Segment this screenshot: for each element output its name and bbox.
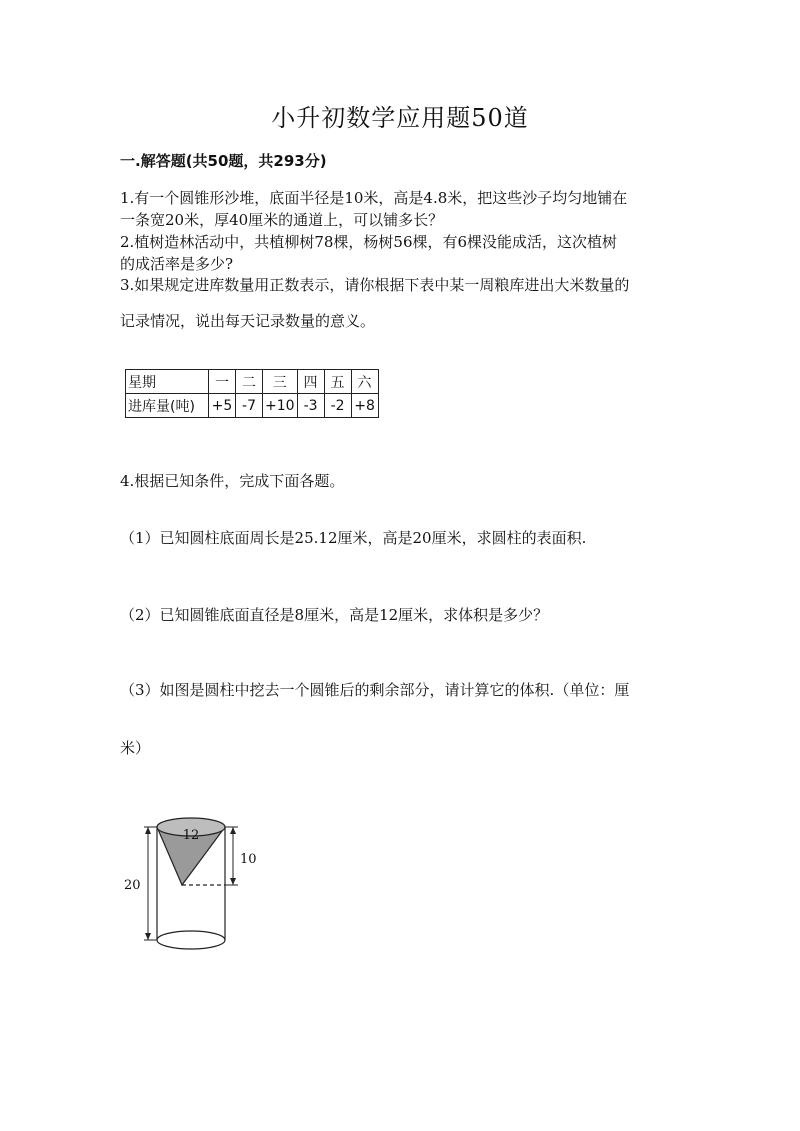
cone-height-label: 10 — [240, 852, 257, 867]
table-day-cell: 三 — [263, 370, 298, 394]
cylinder-bottom-ellipse — [157, 931, 225, 949]
table-day-cell: 一 — [209, 370, 236, 394]
table-day-cell: 六 — [351, 370, 378, 394]
table-day-cell: 五 — [324, 370, 351, 394]
table-day-cell: 四 — [297, 370, 324, 394]
table-value-row — [126, 394, 379, 418]
table-header-label: 星期 — [126, 370, 209, 394]
cylinder-cone-figure — [120, 810, 270, 960]
question-2-line-1: 2.植树造林活动中，共植柳树78棵，杨树56棵，有6棵没能成活，这次植树 — [120, 233, 618, 251]
grain-record-table — [125, 369, 379, 418]
table-value-cell: -7 — [236, 394, 263, 418]
cone-diameter-label: 12 — [182, 828, 200, 843]
question-1-line-1: 1.有一个圆锥形沙堆，底面半径是10米，高是4.8米，把这些沙子均匀地铺在 — [120, 189, 628, 207]
table-value-cell: -2 — [324, 394, 351, 418]
section-heading: 一.解答题(共50题，共293分) — [120, 152, 327, 170]
arrow-head — [230, 878, 236, 885]
question-4-3-line-2: 米） — [120, 739, 151, 757]
question-4-1: （1）已知圆柱底面周长是25.12厘米，高是20厘米，求圆柱的表面积. — [120, 529, 587, 547]
table-day-cell: 二 — [236, 370, 263, 394]
question-2-line-2: 的成活率是多少? — [120, 255, 234, 273]
question-3-line-1: 3.如果规定进库数量用正数表示，请你根据下表中某一周粮库进出大米数量的 — [120, 276, 630, 294]
question-4: 4.根据已知条件，完成下面各题。 — [120, 472, 345, 490]
cylinder-height-label: 20 — [124, 878, 141, 893]
table-value-cell: +10 — [263, 394, 298, 418]
question-3-line-2: 记录情况，说出每天记录数量的意义。 — [120, 312, 376, 330]
table-value-cell: -3 — [297, 394, 324, 418]
page-title: 小升初数学应用题50道 — [271, 104, 529, 132]
table-value-cell: +5 — [209, 394, 236, 418]
arrow-head — [145, 933, 151, 940]
question-4-2: （2）已知圆锥底面直径是8厘米，高是12厘米，求体积是多少？ — [120, 606, 549, 624]
question-4-3-line-1: （3）如图是圆柱中挖去一个圆锥后的剩余部分，请计算它的体积.（单位：厘 — [120, 681, 630, 699]
arrow-head — [145, 827, 151, 834]
table-header-row — [126, 370, 379, 394]
question-1-line-2: 一条宽20米，厚40厘米的通道上，可以铺多长？ — [120, 211, 444, 229]
table-row-label: 进库量(吨) — [126, 394, 209, 418]
table-value-cell: +8 — [351, 394, 378, 418]
arrow-head — [230, 827, 236, 834]
